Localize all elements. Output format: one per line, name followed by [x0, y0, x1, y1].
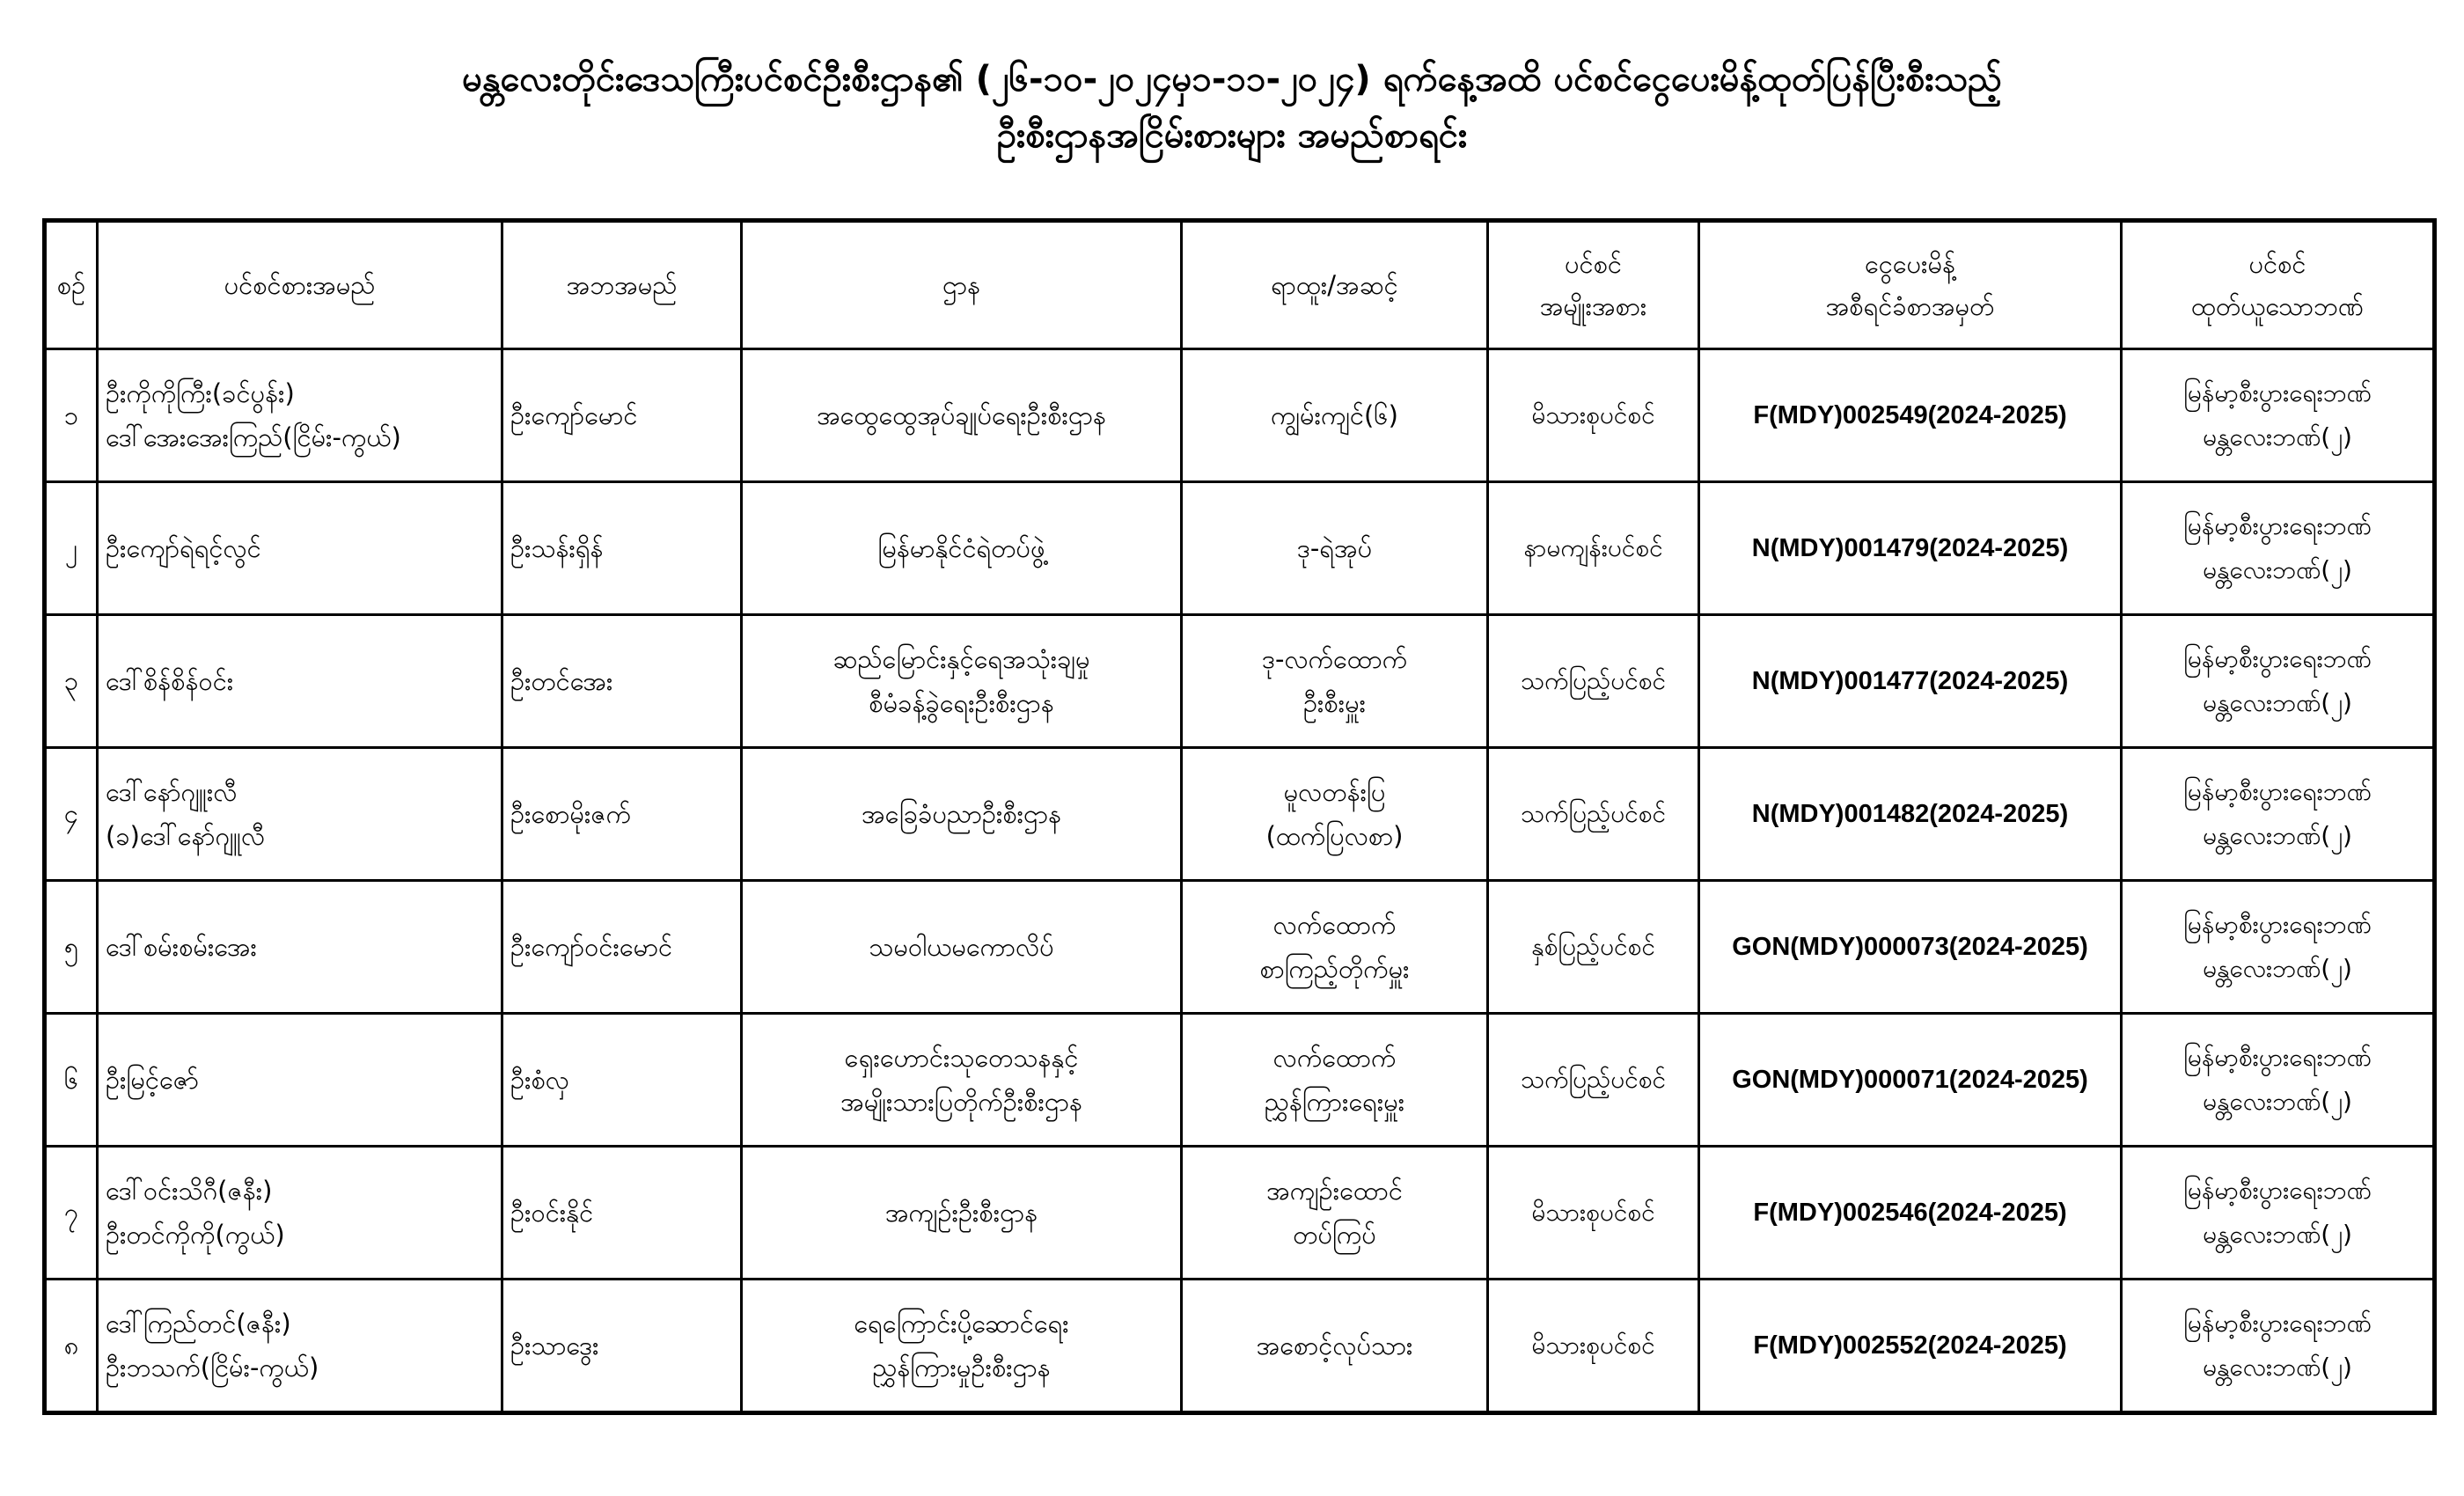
cell-department-text: အကျဉ်းဦးစီးဌာန	[884, 1197, 1038, 1228]
cell-license	[1699, 349, 2122, 482]
cell-pension-type-text: သက်ပြည့်ပင်စင်	[1521, 665, 1666, 695]
header-rank: ရာထူး/အဆင့်	[1182, 221, 1488, 349]
cell-rank-text: စာကြည့်တိုက်မှူး	[1259, 953, 1410, 984]
cell-father-text: ဦးစောမိုးဇက်	[510, 798, 631, 829]
cell-no-text: ၈	[63, 1330, 79, 1360]
cell-name-text: ဦးဘသက်(ငြိမ်း-ကွယ်)	[106, 1352, 319, 1382]
cell-issuer	[2122, 614, 2435, 747]
cell-rank	[1182, 349, 1488, 482]
cell-rank	[1182, 1013, 1488, 1146]
cell-department	[742, 747, 1182, 880]
cell-pension-type	[1488, 880, 1699, 1013]
cell-department-text: ရေကြောင်းပို့ဆောင်ရေး	[854, 1308, 1069, 1338]
cell-father-text: ဦးသန်းရှိန်	[510, 532, 604, 563]
cell-no	[45, 481, 98, 614]
cell-issuer-text: မန္တလေးဘဏ်(၂)	[2203, 1086, 2352, 1116]
cell-department	[742, 614, 1182, 747]
cell-father-text: ဦးစံလှ	[510, 1064, 569, 1095]
cell-no-text: ၃	[63, 665, 79, 696]
cell-name	[98, 1279, 502, 1412]
cell-rank-text: မူလတန်းပြ	[1283, 776, 1386, 807]
cell-father-text: ဦးဝင်းနိုင်	[510, 1197, 594, 1228]
cell-rank	[1182, 1146, 1488, 1279]
cell-no-text: ၇	[63, 1197, 79, 1228]
cell-pension-type-text: နာမကျန်းပင်စင်	[1523, 532, 1663, 562]
cell-department-text: မြန်မာနိုင်ငံရဲတပ်ဖွဲ့	[877, 532, 1045, 563]
cell-department-text: အခြေခံပညာဦးစီးဌာန	[861, 798, 1062, 829]
cell-pension-type-text: မိသားစုပင်စင်	[1531, 400, 1655, 429]
cell-pension-type-text: မိသားစုပင်စင်	[1531, 1197, 1655, 1227]
pension-table	[42, 218, 2437, 1415]
cell-license	[1699, 880, 2122, 1013]
cell-issuer	[2122, 1146, 2435, 1279]
table-row	[45, 1279, 2435, 1412]
cell-rank	[1182, 614, 1488, 747]
cell-name-text: (ခ)ဒေါ်နော်ဂျူလီ	[106, 820, 266, 851]
header-department: ဌာန	[742, 221, 1182, 349]
cell-rank	[1182, 880, 1488, 1013]
cell-license-text: F(MDY)002552(2024-2025)	[1753, 1331, 2067, 1360]
cell-issuer-text: မြန်မာ့စီးပွားရေးဘဏ်	[2183, 378, 2372, 407]
cell-father	[502, 880, 742, 1013]
cell-department-text: ညွှန်ကြားမှုဦးစီးဌာန	[872, 1352, 1051, 1382]
cell-name-text: ဒေါ်အေးအေးကြည်(ငြိမ်း-ကွယ်)	[106, 422, 401, 452]
cell-pension-type-text: သက်ပြည့်ပင်စင်	[1521, 798, 1666, 828]
table-row	[45, 349, 2435, 482]
cell-rank-text: တပ်ကြပ်	[1293, 1219, 1376, 1250]
cell-name	[98, 349, 502, 482]
cell-issuer	[2122, 481, 2435, 614]
cell-no	[45, 880, 98, 1013]
cell-rank-text: ကျွမ်းကျင်(၆)	[1271, 400, 1398, 430]
cell-issuer-text: မြန်မာ့စီးပွားရေးဘဏ်	[2183, 909, 2372, 939]
cell-department-text: ဆည်မြောင်းနှင့်ရေအသုံးချမှု	[832, 643, 1090, 674]
cell-name-text: ဒေါ်စိန်စိန်ဝင်း	[106, 665, 234, 696]
header-father: အဘအမည်	[502, 221, 742, 349]
cell-department	[742, 481, 1182, 614]
cell-license-text: N(MDY)001477(2024-2025)	[1751, 666, 2069, 695]
cell-name-text: ဦးတင်ကိုကို(ကွယ်)	[106, 1219, 285, 1250]
cell-name-text: ဒေါ်နော်ဂျူးလီ	[106, 776, 238, 807]
cell-name	[98, 880, 502, 1013]
cell-rank-text: ဒု-လက်ထောက်	[1261, 643, 1408, 674]
cell-name	[98, 747, 502, 880]
cell-department-text: သမဝါယမကောလိပ်	[869, 931, 1054, 962]
table-row	[45, 614, 2435, 747]
cell-issuer-text: မန္တလေးဘဏ်(၂)	[2203, 554, 2352, 584]
cell-license	[1699, 747, 2122, 880]
header-name: ပင်စင်စားအမည်	[98, 221, 502, 349]
cell-issuer-text: မြန်မာ့စီးပွားရေးဘဏ်	[2183, 1042, 2372, 1072]
cell-issuer-text: မန္တလေးဘဏ်(၂)	[2203, 1219, 2352, 1249]
cell-license-text: GON(MDY)000073(2024-2025)	[1732, 932, 2088, 961]
cell-name	[98, 614, 502, 747]
cell-license	[1699, 1146, 2122, 1279]
title-line-2: ဦးစီးဌာနအငြိမ်းစားများ အမည်စာရင်း	[996, 115, 1468, 156]
cell-license-text: N(MDY)001479(2024-2025)	[1751, 533, 2069, 562]
cell-license	[1699, 1013, 2122, 1146]
cell-name	[98, 1146, 502, 1279]
cell-pension-type-text: သက်ပြည့်ပင်စင်	[1521, 1064, 1666, 1094]
cell-rank-text: လက်ထောက်	[1272, 909, 1397, 940]
cell-pension-type	[1488, 1279, 1699, 1412]
cell-father	[502, 481, 742, 614]
cell-pension-type	[1488, 1013, 1699, 1146]
cell-rank-text: ညွှန်ကြားရေးမှူး	[1264, 1086, 1405, 1117]
cell-name-text: ဒေါ်ဝင်းသိဂီ(ဇနီး)	[106, 1175, 273, 1206]
cell-pension-type	[1488, 1146, 1699, 1279]
header-no: စဉ်	[45, 221, 98, 349]
cell-department	[742, 1013, 1182, 1146]
cell-pension-type	[1488, 349, 1699, 482]
cell-license-text: F(MDY)002549(2024-2025)	[1753, 400, 2067, 429]
cell-issuer	[2122, 880, 2435, 1013]
cell-license-text: GON(MDY)000071(2024-2025)	[1732, 1065, 2088, 1094]
cell-father	[502, 747, 742, 880]
cell-no-text: ၅	[63, 931, 79, 962]
cell-issuer-text: မြန်မာ့စီးပွားရေးဘဏ်	[2183, 510, 2372, 540]
table-body	[45, 349, 2435, 1413]
cell-license-text: F(MDY)002546(2024-2025)	[1753, 1198, 2067, 1227]
cell-no-text: ၂	[64, 532, 78, 563]
cell-rank-text: (ထက်ပြလစာ)	[1265, 820, 1404, 851]
cell-issuer	[2122, 1013, 2435, 1146]
cell-rank-text: လက်ထောက်	[1272, 1042, 1397, 1073]
table-row	[45, 880, 2435, 1013]
cell-pension-type-text: မိသားစုပင်စင်	[1531, 1330, 1655, 1360]
cell-issuer-text: မန္တလေးဘဏ်(၂)	[2203, 820, 2352, 850]
cell-no	[45, 349, 98, 482]
cell-issuer	[2122, 747, 2435, 880]
cell-name-text: ဦးကျော်ရဲရင့်လွင်	[106, 532, 261, 563]
cell-name-text: ဒေါ်စမ်းစမ်းအေး	[106, 931, 257, 962]
cell-department	[742, 1279, 1182, 1412]
cell-license	[1699, 614, 2122, 747]
table-row	[45, 481, 2435, 614]
cell-department	[742, 880, 1182, 1013]
cell-father	[502, 614, 742, 747]
cell-father	[502, 349, 742, 482]
cell-license	[1699, 1279, 2122, 1412]
cell-name-text: ဒေါ်ကြည်တင်(ဇနီး)	[106, 1308, 291, 1338]
cell-father	[502, 1279, 742, 1412]
cell-department	[742, 349, 1182, 482]
cell-department-text: အမျိုးသားပြတိုက်ဦးစီးဌာန	[840, 1086, 1082, 1117]
cell-no-text: ၆	[63, 1064, 79, 1095]
header-license: ငွေပေးမိန့် အစီရင်ခံစာအမှတ်	[1699, 221, 2122, 349]
cell-no	[45, 614, 98, 747]
table-row	[45, 1013, 2435, 1146]
header-issuer: ပင်စင် ထုတ်ယူသောဘဏ်	[2122, 221, 2435, 349]
cell-no-text: ၁	[63, 400, 79, 430]
cell-rank-text: အစောင့်လုပ်သား	[1256, 1330, 1413, 1360]
cell-issuer-text: မန္တလေးဘဏ်(၂)	[2203, 422, 2352, 451]
cell-no	[45, 1013, 98, 1146]
cell-issuer	[2122, 1279, 2435, 1412]
cell-name-text: ဦးကိုကိုကြီး(ခင်ပွန်း)	[106, 378, 295, 408]
cell-name	[98, 481, 502, 614]
cell-department-text: စီမံခန့်ခွဲရေးဦးစီးဌာန	[869, 687, 1054, 718]
cell-rank-text: ဦးစီးမှူး	[1302, 687, 1367, 718]
cell-father-text: ဦးကျော်ဝင်းမောင်	[510, 931, 673, 962]
cell-father	[502, 1146, 742, 1279]
cell-pension-type	[1488, 747, 1699, 880]
cell-pension-type	[1488, 614, 1699, 747]
title-line-1: မန္တလေးတိုင်းဒေသကြီးပင်စင်ဦးစီးဌာန၏ (၂၆-၁၀-၂၀၂၄မှ၁-၁၁-၂၀၂၄) ရက်နေ့အထိ ပင်စင်ငွေပေးမိန့်ထုတ်ပြန်ပြီးစီးသည့်	[462, 59, 2002, 99]
header-row	[45, 221, 2435, 349]
cell-license-text: N(MDY)001482(2024-2025)	[1751, 799, 2069, 828]
header-pension-type: ပင်စင် အမျိုးအစား	[1488, 221, 1699, 349]
cell-rank	[1182, 481, 1488, 614]
cell-father-text: ဦးကျော်မောင်	[510, 400, 638, 430]
cell-rank-text: အကျဉ်းထောင်	[1266, 1175, 1403, 1206]
cell-father-text: ဦးတင်အေး	[510, 665, 613, 696]
cell-issuer	[2122, 349, 2435, 482]
cell-no	[45, 1279, 98, 1412]
cell-rank	[1182, 1279, 1488, 1412]
cell-issuer-text: မြန်မာ့စီးပွားရေးဘဏ်	[2183, 643, 2372, 673]
cell-rank	[1182, 747, 1488, 880]
table-row	[45, 747, 2435, 880]
cell-issuer-text: မန္တလေးဘဏ်(၂)	[2203, 687, 2352, 717]
cell-department-text: အထွေထွေအုပ်ချုပ်ရေးဦးစီးဌာန	[817, 400, 1106, 430]
cell-name-text: ဦးမြင့်ဇော်	[106, 1064, 199, 1095]
cell-department-text: ရှေးဟောင်းသုတေသနနှင့်	[844, 1042, 1079, 1073]
cell-father-text: ဦးသာဒွေး	[510, 1330, 599, 1360]
cell-issuer-text: မန္တလေးဘဏ်(၂)	[2203, 1352, 2352, 1382]
document-title	[0, 51, 2464, 164]
cell-issuer-text: မန္တလေးဘဏ်(၂)	[2203, 953, 2352, 983]
cell-no	[45, 1146, 98, 1279]
cell-pension-type	[1488, 481, 1699, 614]
table-row	[45, 1146, 2435, 1279]
cell-father	[502, 1013, 742, 1146]
cell-license	[1699, 481, 2122, 614]
cell-department	[742, 1146, 1182, 1279]
cell-issuer-text: မြန်မာ့စီးပွားရေးဘဏ်	[2183, 776, 2372, 806]
cell-pension-type-text: နှစ်ပြည့်ပင်စင်	[1531, 931, 1655, 961]
cell-no-text: ၄	[63, 798, 79, 829]
cell-name	[98, 1013, 502, 1146]
cell-no	[45, 747, 98, 880]
cell-rank-text: ဒု-ရဲအုပ်	[1296, 532, 1373, 563]
cell-issuer-text: မြန်မာ့စီးပွားရေးဘဏ်	[2183, 1308, 2372, 1338]
cell-issuer-text: မြန်မာ့စီးပွားရေးဘဏ်	[2183, 1175, 2372, 1205]
